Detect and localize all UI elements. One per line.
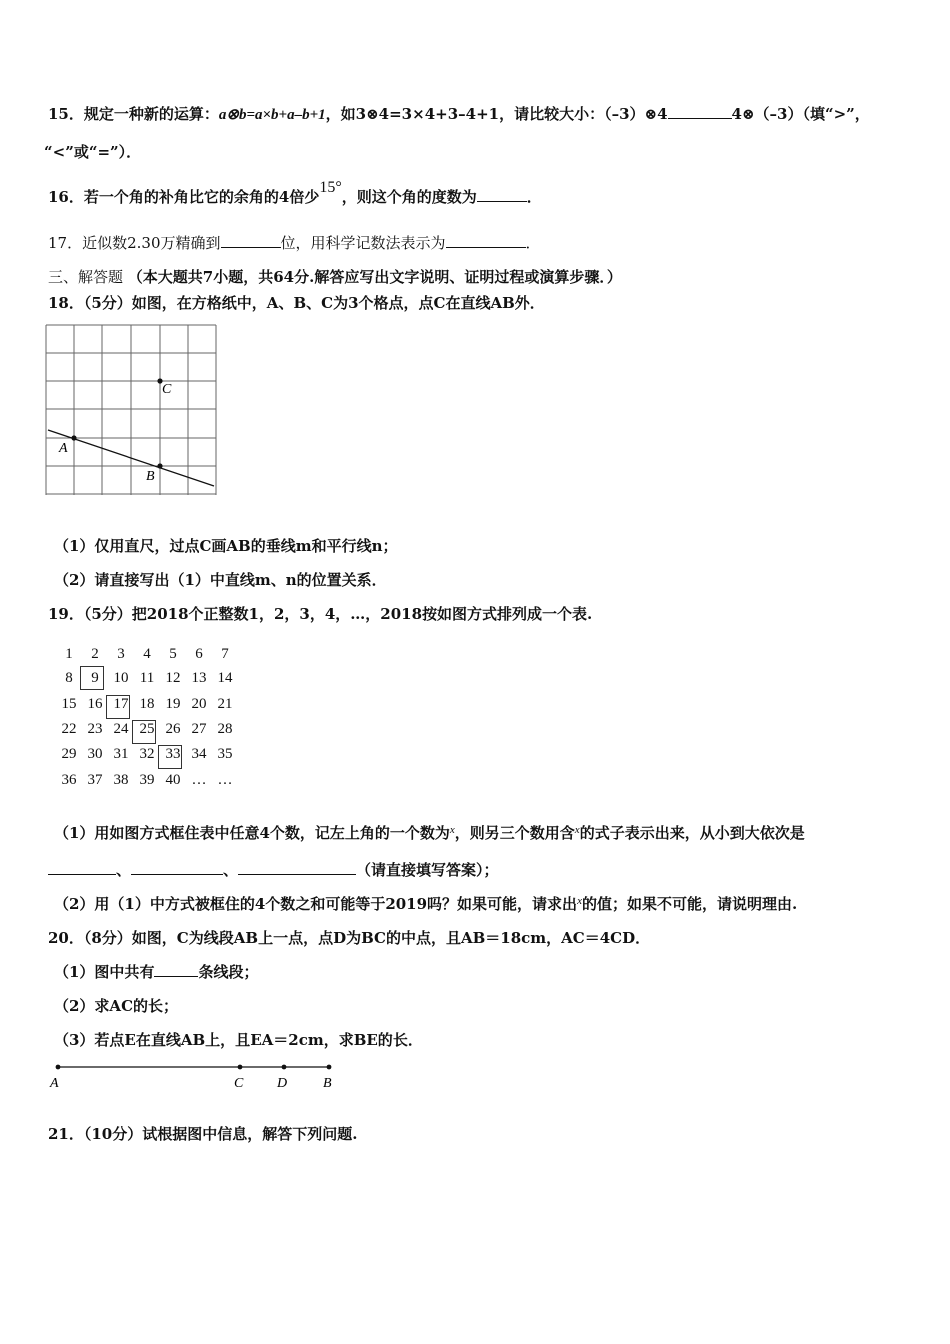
q19-stem: 19．（5分）把2018个正整数1，2，3，4，…，2018按如图方式排列成一个表. bbox=[48, 605, 593, 623]
variable-x: x bbox=[574, 824, 580, 836]
q18-sub2: （2）请直接写出（1）中直线m、n的位置关系． bbox=[54, 571, 387, 589]
label-a: A bbox=[50, 1076, 59, 1091]
table-cell: 9 bbox=[91, 670, 99, 686]
q19-sub1-line1: （1）用如图方式框住表中任意4个数，记左上角的一个数为$^x$，则另三个数用含$^x$的式子表示出来，从小到大依次是 bbox=[54, 824, 805, 842]
label-a: A bbox=[59, 441, 68, 456]
table-cell: 18 bbox=[139, 696, 155, 712]
q15-answer-blank[interactable] bbox=[668, 103, 732, 119]
table-cell: 10 bbox=[113, 670, 129, 686]
table-cell: 13 bbox=[191, 670, 207, 686]
table-cell: … bbox=[191, 772, 207, 788]
table-cell: 2 bbox=[91, 646, 99, 662]
point-c bbox=[238, 1065, 243, 1070]
q16: 16．若一个角的补角比它的余角的4倍少15°，则这个角的度数为 ． bbox=[48, 179, 542, 206]
table-cell: 29 bbox=[61, 746, 77, 762]
variable-x: x bbox=[449, 824, 455, 836]
point-a bbox=[56, 1065, 61, 1070]
table-cell: 19 bbox=[165, 696, 181, 712]
section3-title: 三、解答题 bbox=[48, 268, 124, 286]
table-cell: 4 bbox=[143, 646, 151, 662]
point-a bbox=[71, 435, 76, 440]
box-row3 bbox=[132, 720, 156, 744]
label-b: B bbox=[146, 469, 155, 484]
q19-blank-3[interactable] bbox=[238, 859, 356, 875]
q17: 17．近似数2.30万精确到 位，用科学记数法表示为 ． bbox=[48, 234, 541, 252]
q16-answer-blank[interactable] bbox=[477, 186, 527, 202]
table-cell: 37 bbox=[87, 772, 103, 788]
variable-x: x bbox=[577, 895, 582, 907]
label-d: D bbox=[277, 1076, 288, 1091]
table-cell: 16 bbox=[87, 696, 103, 712]
section3-heading bbox=[48, 266, 622, 287]
q20-segment-figure bbox=[44, 1058, 344, 1094]
point-d bbox=[282, 1065, 287, 1070]
table-cell: 12 bbox=[165, 670, 181, 686]
table-cell: 27 bbox=[191, 721, 207, 737]
table-cell: 32 bbox=[139, 746, 155, 762]
q18-sub1: （1）仅用直尺，过点C画AB的垂线m和平行线n； bbox=[54, 537, 398, 555]
table-cell: 40 bbox=[165, 772, 181, 788]
table-cell: 34 bbox=[191, 746, 207, 762]
q16-angle-value: 15° bbox=[319, 179, 342, 196]
table-cell: 17 bbox=[113, 696, 129, 712]
q20-stem: 20．（8分）如图，C为线段AB上一点，点D为BC的中点，且AB＝18cm，AC＝4CD． bbox=[48, 929, 651, 947]
table-cell: … bbox=[217, 772, 233, 788]
label-c: C bbox=[234, 1076, 244, 1091]
q20-sub3: （3）若点E在直线AB上，且EA＝2cm，求BE的长． bbox=[54, 1031, 423, 1049]
table-cell: 36 bbox=[61, 772, 77, 788]
table-cell: 35 bbox=[217, 746, 233, 762]
q21-stem: 21．（10分）试根据图中信息，解答下列问题. bbox=[48, 1125, 358, 1143]
label-c: C bbox=[162, 382, 172, 397]
q16-number: 16． bbox=[48, 188, 84, 206]
box-row1 bbox=[80, 666, 104, 690]
q15-operation-definition: a⊗b=a×b+a–b+1 bbox=[218, 107, 326, 123]
table-cell: 30 bbox=[87, 746, 103, 762]
table-cell: 6 bbox=[195, 646, 203, 662]
table-cell: 23 bbox=[87, 721, 103, 737]
table-cell: 38 bbox=[113, 772, 129, 788]
q19-blank-2[interactable] bbox=[131, 859, 223, 875]
table-cell: 33 bbox=[165, 746, 181, 762]
table-cell: 5 bbox=[169, 646, 177, 662]
table-cell: 39 bbox=[139, 772, 155, 788]
q19-sub1-line2: 、 、 （请直接填写答案）； bbox=[48, 859, 499, 880]
q20-sub1: （1）图中共有 条线段； bbox=[54, 963, 259, 981]
q18-stem: 18．（5分）如图，在方格纸中，A、B、C为3个格点，点C在直线AB外． bbox=[48, 294, 545, 312]
table-cell: 28 bbox=[217, 721, 233, 737]
q20-sub2: （2）求AC的长； bbox=[54, 997, 179, 1015]
table-cell: 14 bbox=[217, 670, 233, 686]
table-cell: 22 bbox=[61, 721, 77, 737]
table-cell: 1 bbox=[65, 646, 73, 662]
box-row4 bbox=[158, 745, 182, 769]
label-b: B bbox=[323, 1076, 332, 1091]
table-cell: 20 bbox=[191, 696, 207, 712]
table-cell: 31 bbox=[113, 746, 129, 762]
table-cell: 26 bbox=[165, 721, 181, 737]
table-cell: 15 bbox=[61, 696, 77, 712]
table-cell: 24 bbox=[113, 721, 129, 737]
q19-sub2: （2）用（1）中方式被框住的4个数之和可能等于2019吗？如果可能，请求出$^x$的值；如果不可能，请说明理由. bbox=[54, 895, 798, 913]
table-cell: 3 bbox=[117, 646, 125, 662]
q15-number: 15． bbox=[48, 105, 84, 123]
q17-number: 17． bbox=[48, 234, 83, 252]
q15-line1: 15．规定一种新的运算：a⊗b=a×b+a–b+1，如3⊗4=3×4+3–4+1，请比较大小：（–3）⊗4 4⊗（–3）（填“>”， bbox=[48, 105, 870, 123]
point-b bbox=[327, 1065, 332, 1070]
section3-note: （本大题共7小题，共64分.解答应写出文字说明、证明过程或演算步骤．） bbox=[127, 268, 622, 286]
box-row2 bbox=[106, 695, 130, 719]
q17-blank-place[interactable] bbox=[221, 232, 281, 248]
q15-example: 3⊗4=3×4+3–4+1 bbox=[355, 105, 500, 123]
table-cell: 25 bbox=[139, 721, 155, 737]
table-cell: 21 bbox=[217, 696, 233, 712]
table-cell: 7 bbox=[221, 646, 229, 662]
point-b bbox=[157, 463, 162, 468]
q15-line2: “<”或“=”）． bbox=[44, 143, 142, 161]
q18-grid-figure bbox=[40, 318, 230, 504]
table-cell: 8 bbox=[65, 670, 73, 686]
q19-number-table bbox=[54, 638, 254, 798]
q17-blank-scientific[interactable] bbox=[446, 232, 526, 248]
q20-answer-blank[interactable] bbox=[154, 961, 198, 977]
q19-blank-1[interactable] bbox=[48, 859, 116, 875]
table-cell: 11 bbox=[139, 670, 155, 686]
